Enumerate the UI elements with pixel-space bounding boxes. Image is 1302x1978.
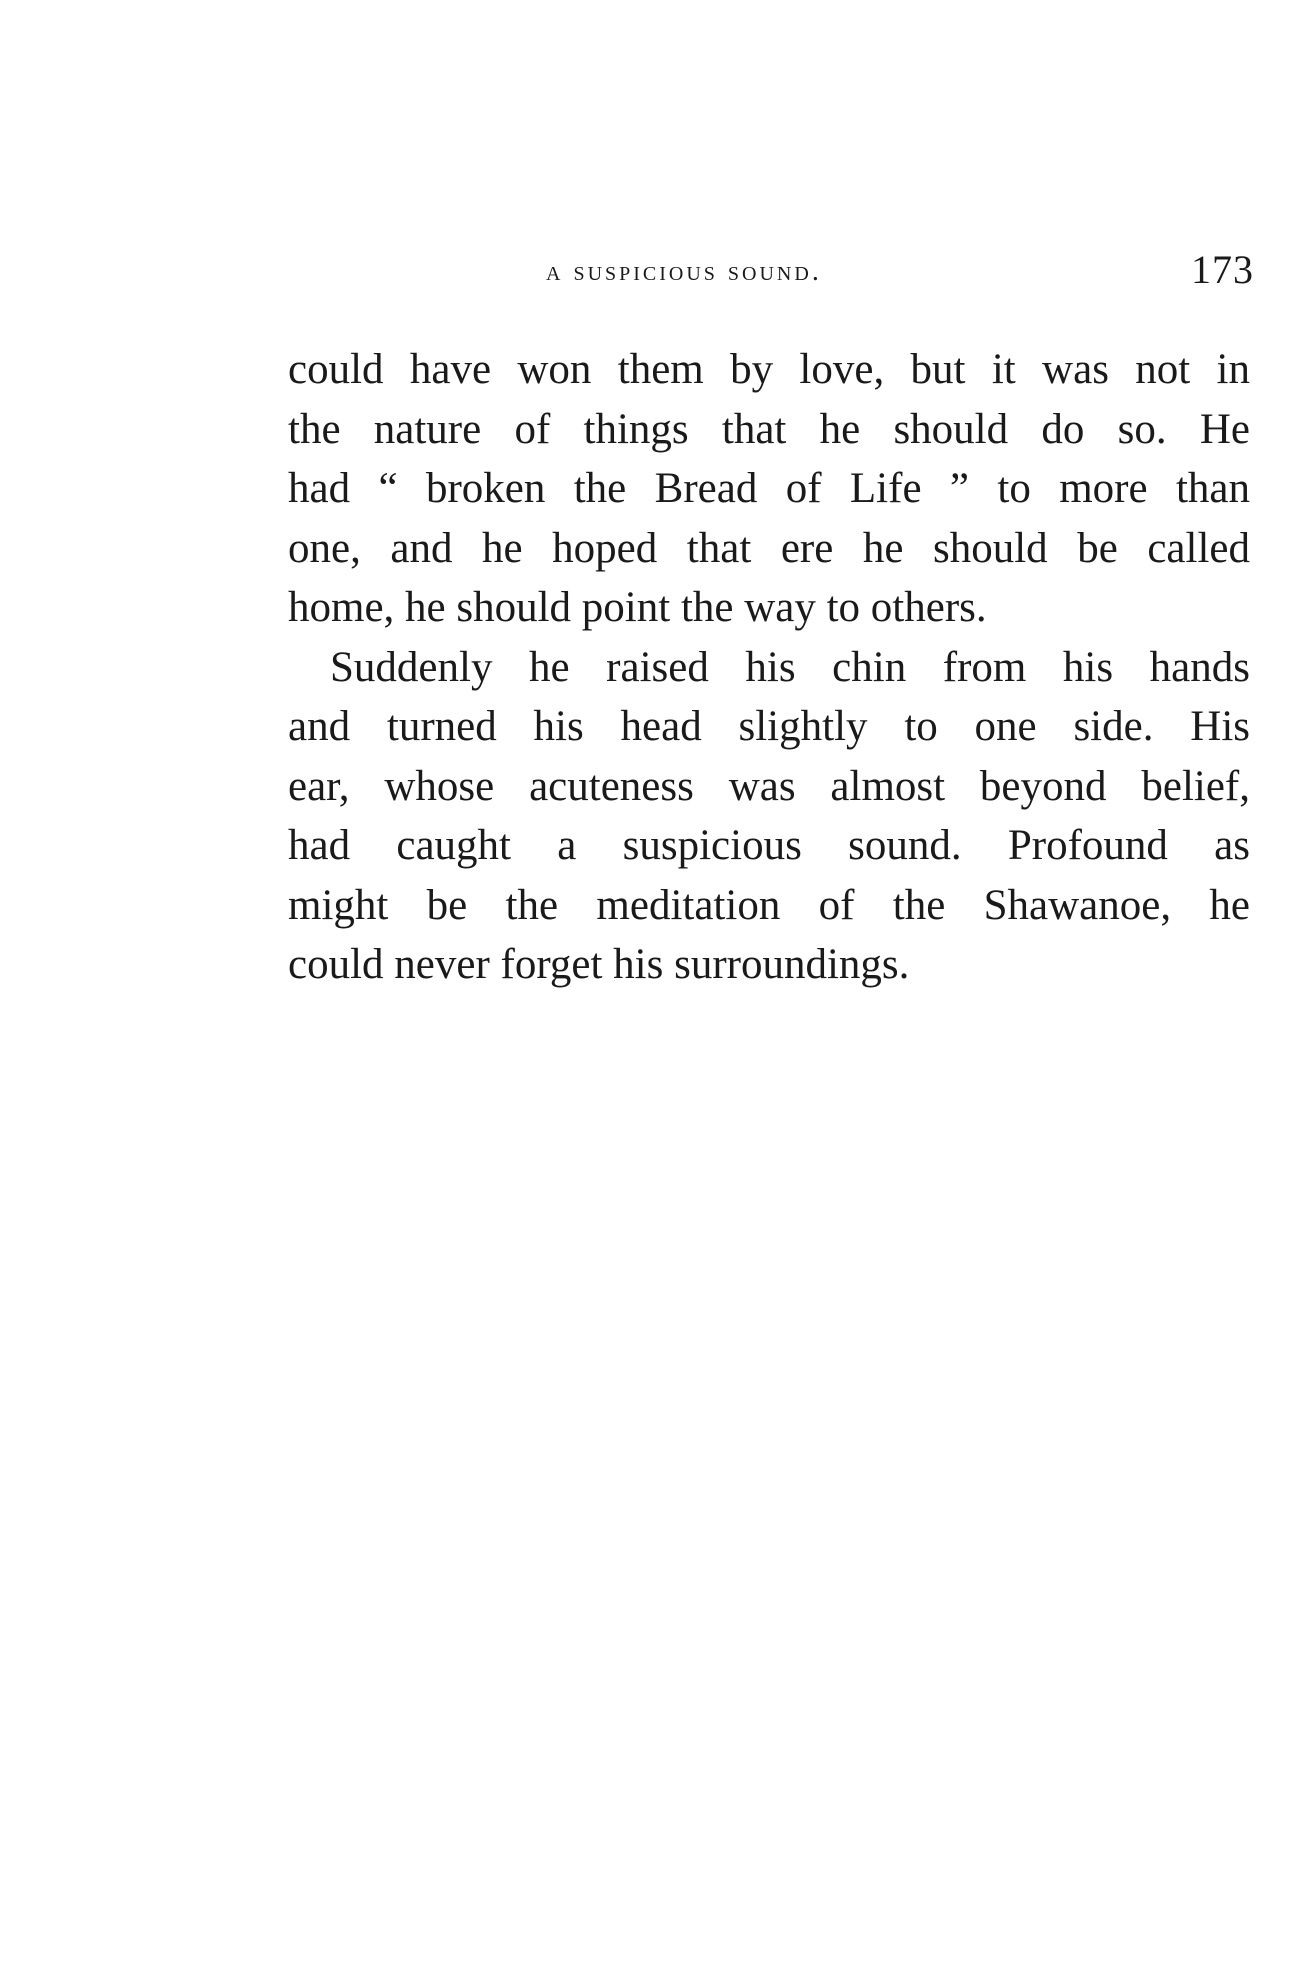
text-line: one, and he hoped that ere he should be called bbox=[288, 524, 1250, 572]
text-line: had caught a suspicious sound. Profound as bbox=[288, 822, 1250, 869]
page-number: 173 bbox=[1191, 247, 1254, 292]
body-text bbox=[288, 340, 1250, 995]
paragraph-2 bbox=[288, 638, 1250, 995]
text-line: had “ broken the Bread of Life ” to more than bbox=[288, 465, 1250, 512]
text-line: Suddenly he raised his chin from his hands bbox=[330, 643, 1250, 691]
paragraph-1 bbox=[288, 340, 1250, 638]
text-line: the nature of things that he should do so. He bbox=[288, 405, 1250, 453]
text-line: and turned his head slightly to one side. His bbox=[288, 703, 1250, 750]
text-line: could have won them by love, but it was not in bbox=[288, 346, 1250, 393]
text-line: might be the meditation of the Shawanoe, he bbox=[288, 881, 1250, 929]
chapter-running-title: a suspicious sound. bbox=[546, 256, 822, 287]
text-line: home, he should point the way to others. bbox=[288, 584, 987, 631]
text-line: ear, whose acuteness was almost beyond belief, bbox=[288, 762, 1250, 810]
running-head bbox=[286, 246, 1254, 296]
text-line: could never forget his surroundings. bbox=[288, 941, 910, 988]
